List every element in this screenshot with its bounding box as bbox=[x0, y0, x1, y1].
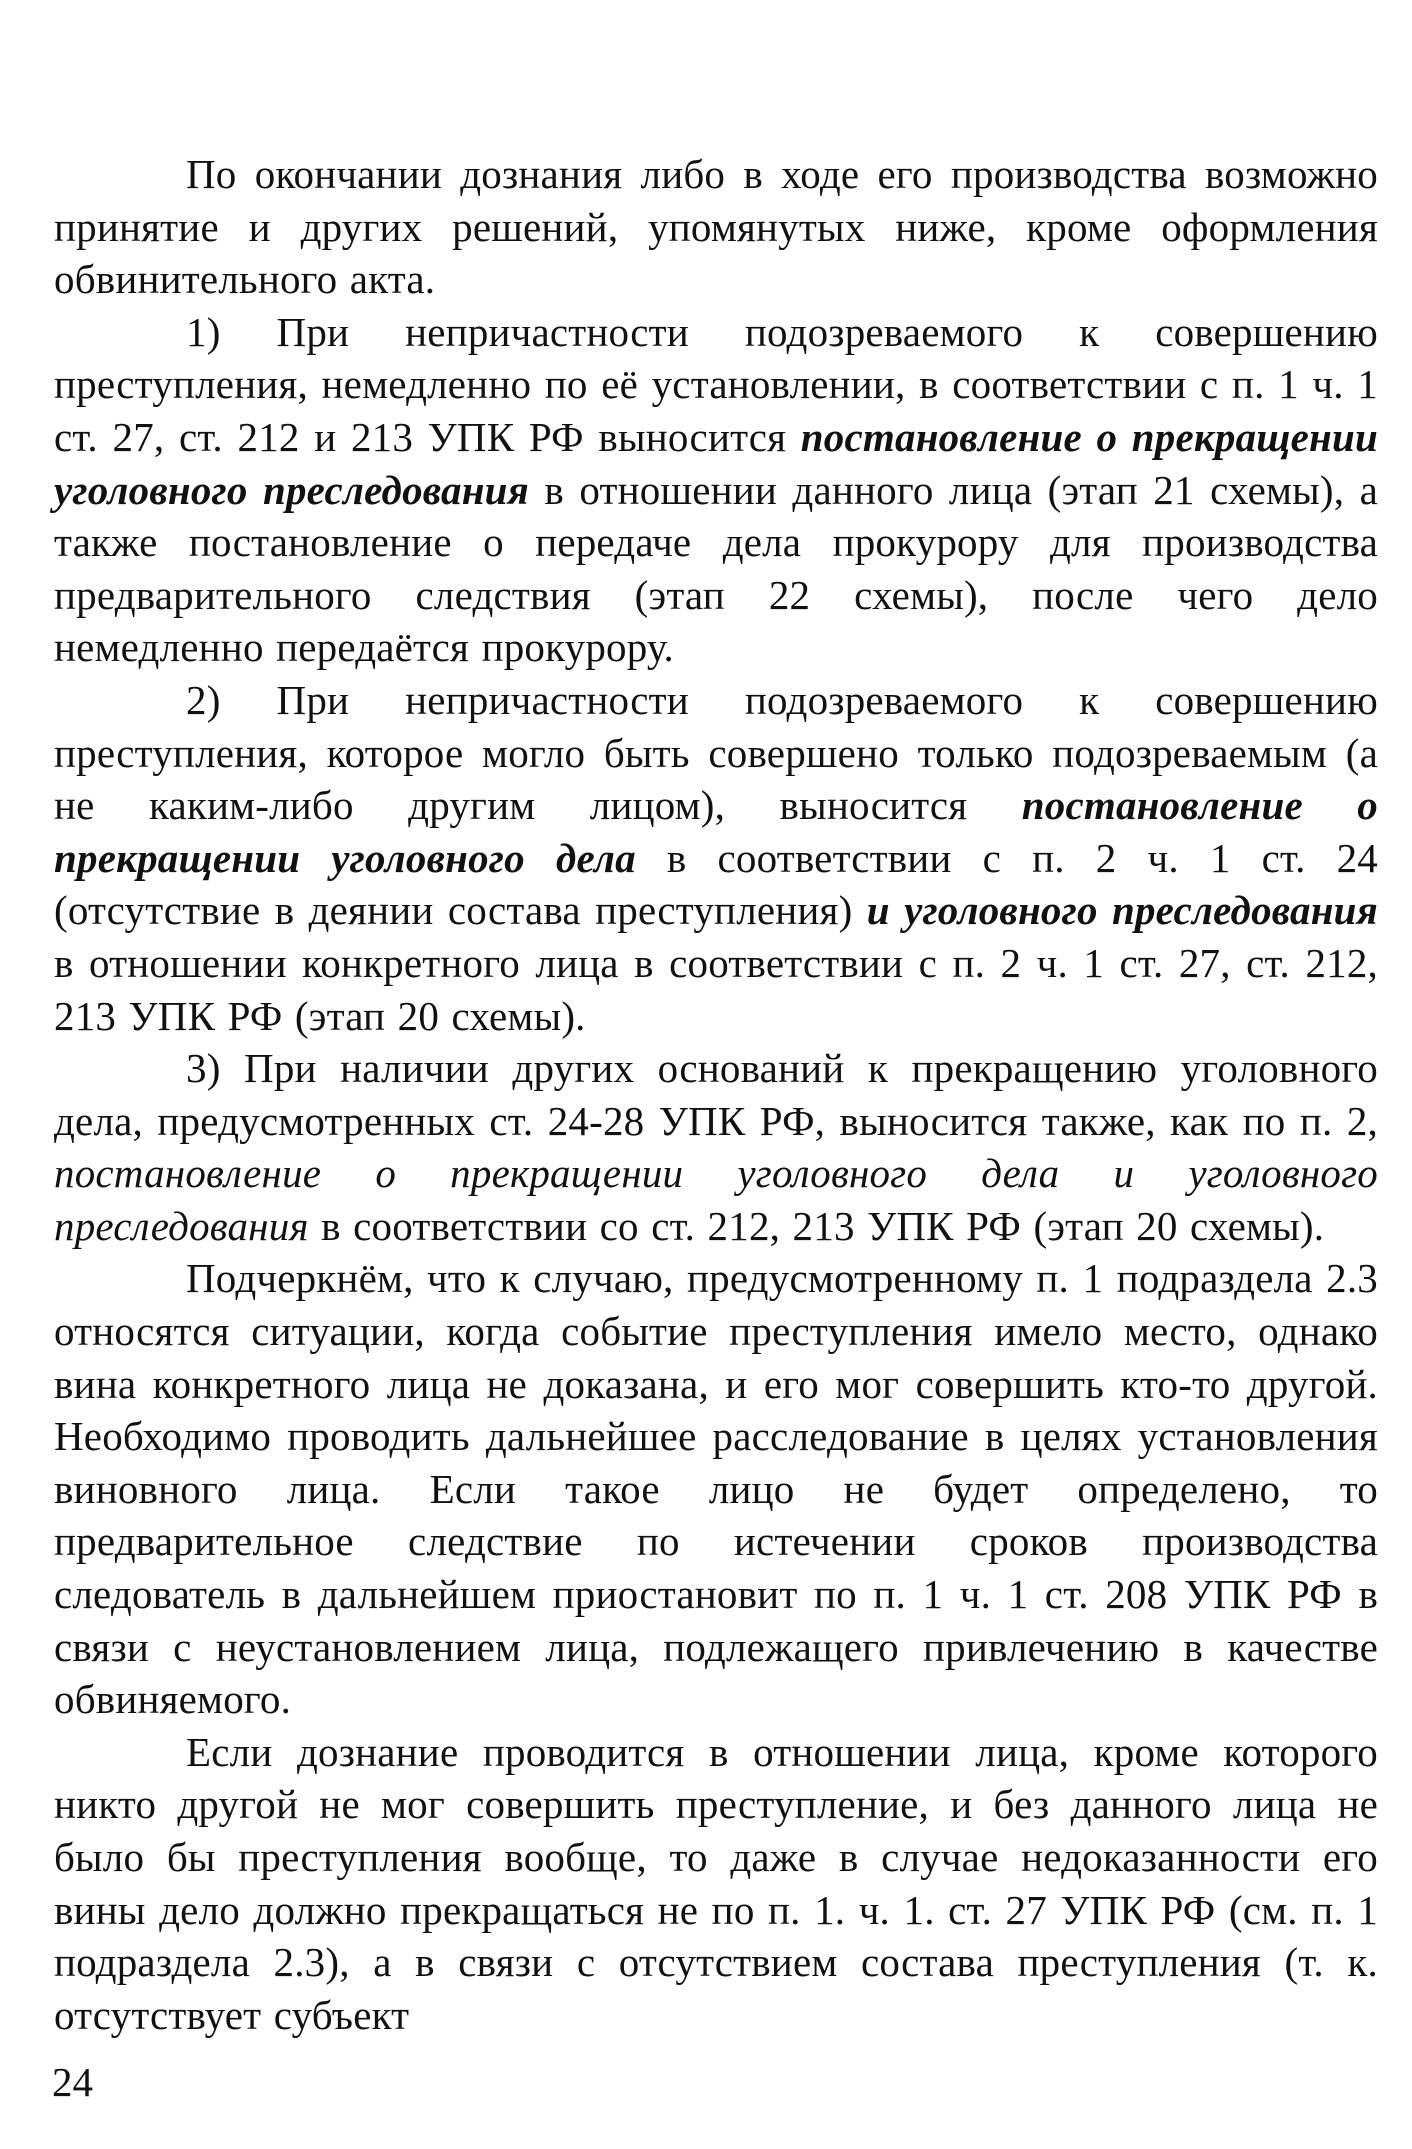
text-segment: в соответствии с п. 2 ч. 1 ст. 24 (отсутствие в деянии состава преступления) bbox=[54, 834, 1378, 934]
text-segment: в соответствии со ст. 212, 213 УПК РФ (этап 20 схемы). bbox=[308, 1202, 1325, 1249]
text-segment: Если дознание проводится в отношении лица, кроме которого никто другой не мог совершить преступление, и без данного лица не было бы преступления вообще, то даже в случае недоказанности его вины дело должно прекращаться не по п. 1. ч. 1. ст. 27 УПК РФ (см. п. 1 подраздела 2.3), а в связи с отсутствием состава преступления (т. к. отсутствует субъект bbox=[54, 1728, 1378, 2038]
emphasized-term: постановление о прекращении уголовного преследования bbox=[54, 413, 1379, 513]
paragraph-item-2 bbox=[54, 674, 1378, 1042]
emphasized-term: постановление о прекращении уголовного дела bbox=[54, 782, 1378, 881]
text-segment: в отношении данного лица (этап 21 схемы), а также постановление о передаче дела прокурору для производства предварительного следствия (этап 22 схемы), после чего дело немедленно передаётся прокурору. bbox=[54, 466, 1378, 671]
paragraph-intro bbox=[54, 148, 1378, 306]
document-page bbox=[54, 148, 1378, 2041]
text-segment: 3) При наличии других оснований к прекращению уголовного дела, предусмотренных ст. 24-28 УПК РФ, выносится также, как по п. 2, bbox=[54, 1045, 1378, 1144]
paragraph-closing bbox=[54, 1726, 1378, 2042]
text-segment: По окончании дознания либо в ходе его производства возможно принятие и других решений, упомянутых ниже, кроме оформления обвинительного акта. bbox=[54, 151, 1378, 303]
text-segment: в отношении конкретного лица в соответствии с п. 2 ч. 1 ст. 27, ст. 212, 213 УПК РФ (этап 20 схемы). bbox=[54, 939, 1378, 1039]
text-segment: Подчеркнём, что к случаю, предусмотренному п. 1 подраздела 2.3 относятся ситуации, когда событие преступления имело место, однако вина конкретного лица не доказана, и его мог совершить кто-то другой. Необходимо проводить дальнейшее расследование в целях установления виновного лица. Если такое лицо не будет определено, то предварительное следствие по истечении сроков производства следователь в дальнейшем приостановит по п. 1 ч. 1 ст. 208 УПК РФ в связи с неустановлением лица, подлежащего привлечению в качестве обвиняемого. bbox=[54, 1255, 1378, 1723]
italic-term: постановление о прекращении уголовного дела и уголовного преследования bbox=[54, 1150, 1378, 1249]
page-number: 24 bbox=[52, 2059, 93, 2105]
text-segment: 1) При непричастности подозреваемого к совершению преступления, немедленно по её установлении, в соответствии с п. 1 ч. 1 ст. 27, ст. 212 и 213 УПК РФ выносится bbox=[54, 308, 1378, 460]
paragraph-emphasis-note bbox=[54, 1252, 1378, 1725]
text-segment: 2) При непричастности подозреваемого к совершению преступления, которое могло быть совершено только подозреваемым (а не каким-либо другим лицом), выносится bbox=[54, 676, 1378, 829]
emphasized-term: и уголовного преследования bbox=[866, 887, 1378, 934]
paragraph-item-1 bbox=[54, 306, 1378, 674]
paragraph-item-3 bbox=[54, 1042, 1378, 1252]
